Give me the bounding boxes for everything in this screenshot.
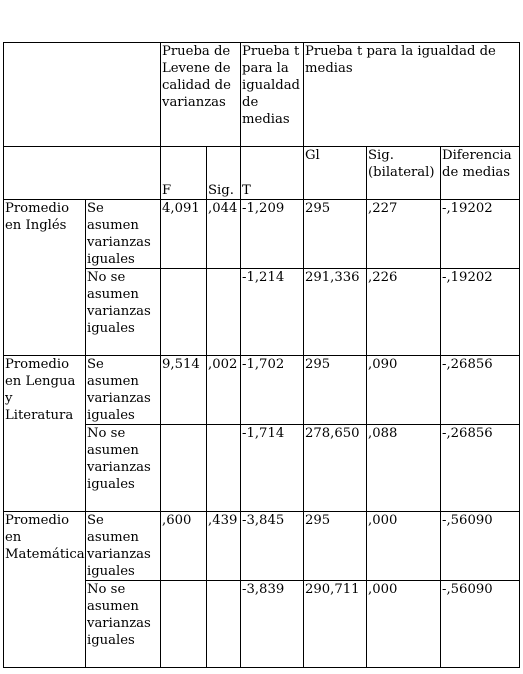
gl-value: 295 <box>304 512 367 581</box>
ttest-group-header: Prueba t para la igualdad de medias <box>304 43 520 147</box>
gl-value: 295 <box>304 356 367 425</box>
t-value: -1,209 <box>241 200 304 269</box>
sig-bilateral-value: ,088 <box>367 425 441 512</box>
t-value: -3,845 <box>241 512 304 581</box>
col-t-header: T <box>241 147 304 200</box>
sig-bilateral-value: ,227 <box>367 200 441 269</box>
levene-f-empty <box>161 581 207 668</box>
mean-diff-value: -,19202 <box>441 200 520 269</box>
variance-assumption-label: Se asumen varianzas iguales <box>86 512 161 581</box>
group-label: Promedio en Matemática <box>4 512 86 668</box>
levene-sig-empty <box>207 269 241 356</box>
t-value: -1,714 <box>241 425 304 512</box>
levene-sig-empty <box>207 425 241 512</box>
sig-bilateral-value: ,226 <box>367 269 441 356</box>
levene-sig-value: ,044 <box>207 200 241 269</box>
group-label: Promedio en Inglés <box>4 200 86 356</box>
mean-diff-value: -,26856 <box>441 425 520 512</box>
variance-assumption-label: Se asumen varianzas iguales <box>86 356 161 425</box>
variance-assumption-label: No se asumen varianzas iguales <box>86 425 161 512</box>
header-row-groups <box>4 43 520 147</box>
levene-group-header: Prueba de Levene de calidad de varianzas <box>161 43 241 147</box>
table-row <box>4 200 520 269</box>
col-sig-bilateral-header: Sig. (bilateral) <box>367 147 441 200</box>
variance-assumption-label: No se asumen varianzas iguales <box>86 581 161 668</box>
col-f-header: F <box>161 147 207 200</box>
levene-f-empty <box>161 425 207 512</box>
levene-sig-empty <box>207 581 241 668</box>
gl-value: 290,711 <box>304 581 367 668</box>
levene-f-value: 4,091 <box>161 200 207 269</box>
gl-value: 291,336 <box>304 269 367 356</box>
levene-sig-value: ,439 <box>207 512 241 581</box>
table-row <box>4 356 520 425</box>
sig-bilateral-value: ,000 <box>367 581 441 668</box>
gl-value: 278,650 <box>304 425 367 512</box>
ttest-column-header: Prueba t para la igualdad de medias <box>241 43 304 147</box>
mean-diff-value: -,19202 <box>441 269 520 356</box>
levene-f-value: 9,514 <box>161 356 207 425</box>
variance-assumption-label: No se asumen varianzas iguales <box>86 269 161 356</box>
mean-diff-value: -,56090 <box>441 512 520 581</box>
col-sig-header: Sig. <box>207 147 241 200</box>
table-row <box>4 512 520 581</box>
levene-sig-value: ,002 <box>207 356 241 425</box>
col-mean-diff-header: Diferencia de medias <box>441 147 520 200</box>
mean-diff-value: -,26856 <box>441 356 520 425</box>
levene-f-value: ,600 <box>161 512 207 581</box>
group-label: Promedio en Lengua y Literatura <box>4 356 86 512</box>
levene-f-empty <box>161 269 207 356</box>
t-value: -1,702 <box>241 356 304 425</box>
t-value: -1,214 <box>241 269 304 356</box>
col-gl-header: Gl <box>304 147 367 200</box>
empty-corner-cell <box>4 43 161 147</box>
independent-samples-test-table <box>3 42 520 668</box>
header-row-columns <box>4 147 520 200</box>
sig-bilateral-value: ,090 <box>367 356 441 425</box>
variance-assumption-label: Se asumen varianzas iguales <box>86 200 161 269</box>
gl-value: 295 <box>304 200 367 269</box>
mean-diff-value: -,56090 <box>441 581 520 668</box>
empty-corner-cell-2 <box>4 147 161 200</box>
sig-bilateral-value: ,000 <box>367 512 441 581</box>
t-value: -3,839 <box>241 581 304 668</box>
